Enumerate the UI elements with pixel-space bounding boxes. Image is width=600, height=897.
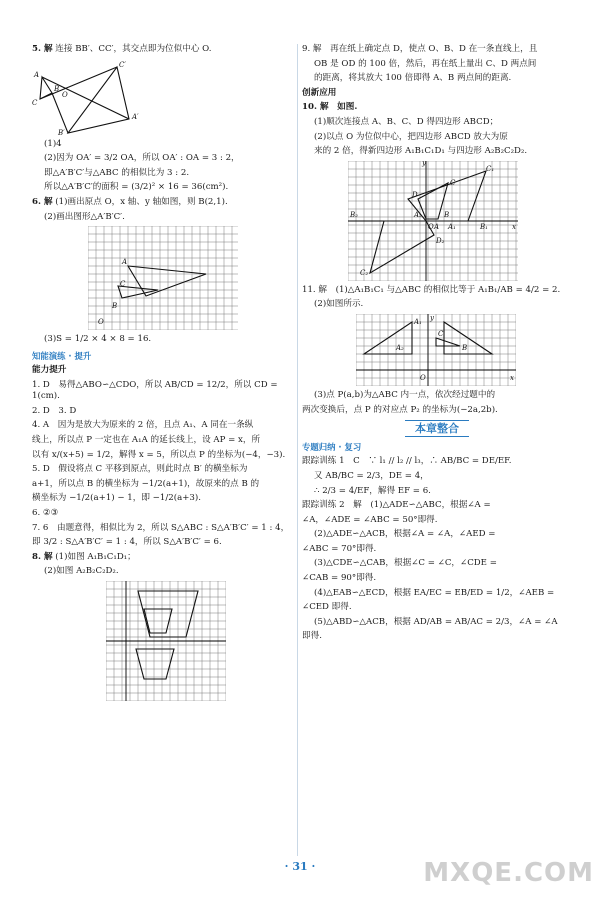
q10-label-b2: B₂ [350, 210, 358, 219]
q5-label-o: O [62, 90, 68, 99]
q6-part2: (2)画出图形△A′B′C′. [44, 211, 125, 222]
q10-part1: (1)顺次连接点 A、B、C、D 得四边形 ABCD； [314, 116, 499, 127]
t1-line2: 又 AB/BC = 2/3，DE = 4， [314, 470, 429, 481]
q5-title: 5. 解 [32, 44, 53, 54]
right-column [302, 44, 572, 646]
q6-part3: (3)S = 1/2 × 4 × 8 = 16. [44, 334, 152, 345]
a8-trapezoid-1 [138, 591, 198, 637]
answer-8-line1 [32, 552, 294, 564]
q6-label-o: O [98, 318, 104, 327]
answer-2-3: 2. D 3. D [32, 405, 77, 416]
q6-label-c: C [120, 280, 126, 289]
t2-line1: 跟踪训练 2 解 (1)△ADE∽△ABC，根据∠A = [302, 500, 491, 511]
chapter-title: 本章整合 [405, 420, 469, 437]
left-column [32, 44, 294, 705]
q9-line1: 9. 解 再在纸上确定点 D，使点 O、B、D 在一条直线上，且 [302, 44, 538, 54]
q11-part3: (3)点 P(a,b)为△ABC 内一点，依次经过题中的 [314, 389, 496, 400]
q5-figure [32, 59, 162, 135]
section-innovation: 创新应用 [302, 87, 337, 98]
t2-line8: ∠CED 即得. [302, 602, 352, 613]
a8-part1: (1)如图 A₁B₁C₁D₁； [55, 551, 136, 562]
q11-label-a1: A₁ [414, 317, 422, 326]
q10-part3: 来的 2 倍，得新四边形 A₁B₁C₁D₁ 与四边形 A₂B₂C₂D₂. [314, 146, 528, 157]
q5-label-c1: C′ [119, 60, 126, 69]
q6-triangle-big [128, 266, 206, 296]
q5-part2: (2)因为 OA′ = 3/2 OA，所以 OA′ : OA = 3 : 2， [44, 153, 240, 164]
answer-4-line3: 以有 x/(x+5) = 1/2，解得 x = 5，所以点 P 的坐标为(−4，−3). [32, 449, 286, 460]
q10-label-a1: A₁ [448, 222, 456, 231]
q5-triangle-a1b1c1 [68, 67, 129, 133]
q11-label-a2: A₂ [396, 343, 404, 352]
t1-line3: ∴ 2/3 = 4/EF，解得 EF = 6. [314, 485, 431, 496]
q11-label-x: x [510, 373, 514, 382]
q5-label-b: B [54, 84, 60, 93]
q11-label-o: O [420, 373, 426, 382]
q5-part1: (1)4 [44, 138, 62, 149]
q11-grid-figure [356, 314, 516, 386]
q5-label-b1: B′ [58, 128, 65, 135]
answer-4-line1: 4. A 因为是放大为原来的 2 倍，且点 A₁、A 同在一条纵 [32, 420, 254, 431]
t2-line9: (5)△ABD∽△ACB，根据 AD/AB = AB/AC = 2/3，∠A = ∠A [314, 616, 558, 627]
t2-line7: (4)△EAB∽△ECD，根据 EA/EC = EB/ED = 1/2，∠AEB = [314, 587, 555, 598]
t2-line10: 即得. [302, 631, 322, 642]
q10-label-y: y [422, 160, 426, 167]
section-heading-review: 专题归纳 · 复习 [302, 441, 362, 452]
q10-grid-figure [348, 161, 518, 281]
q9-line3: 的距离，将其放大 100 倍即得 A、B 两点间的距离. [314, 73, 512, 84]
q10-label-a: A [434, 222, 440, 231]
t1-line1: 跟踪训练 1 C ∵ l₁ // l₂ // l₃，∴ AB/BC = DE/EF. [302, 456, 512, 467]
q5-line-bb1 [52, 90, 68, 133]
q6-label-a: A [122, 258, 128, 267]
a8-title: 8. 解 [32, 551, 53, 562]
q9-line2: OB 是 OD 的 100 倍，然后，再在纸上量出 C、D 两点间 [314, 58, 537, 69]
q5-label-a: A [34, 70, 40, 79]
a8-part2: (2)如图 A₂B₂C₂D₂. [44, 566, 119, 577]
a8-trapezoid-2 [136, 649, 174, 679]
q10-label-b: B [444, 210, 450, 219]
answer-1: 1. D 易得△ABO∽△CDO，所以 AB/CD = 12/2，所以 CD = 1(cm). [32, 379, 278, 402]
q10-label-o: O [428, 222, 434, 231]
column-divider [297, 44, 298, 856]
q11-label-y: y [430, 313, 434, 322]
watermark: MXQE.COM [423, 857, 594, 888]
q10-label-a2: A₂ [414, 210, 422, 219]
q6-title: 6. 解 [32, 196, 53, 207]
q10-title: 10. 解 如图. [302, 102, 358, 113]
a8-grid-figure [106, 581, 226, 701]
q11-part2: (2)如图所示. [314, 299, 364, 310]
answer-4-line2: 线上，所以点 P 一定也在 A₁A 的延长线上，设 AP = x，所 [32, 435, 261, 446]
section-heading-practice: 知能演练 · 提升 [32, 350, 92, 361]
q6-part1: (1)画出原点 O，x 轴、y 轴如图，则 B(2,1). [55, 196, 228, 207]
q11-triangle-abc [436, 338, 460, 346]
t2-line6: ∠CAB = 90°即得. [302, 573, 377, 584]
q5-part3: 即△A′B′C′与△ABC 的相似比为 3 : 2. [44, 167, 190, 178]
t2-line5: (3)△CDE∽△CAB，根据∠C = ∠C，∠CDE = [314, 558, 497, 569]
q11-part1: 11. 解 (1)△A₁B₁C₁ 与△ABC 的相似比等于 A₁B₁/AB = 4/2 = 2. [302, 284, 561, 295]
q10-label-x: x [512, 222, 516, 231]
q5-line-aa1 [42, 77, 129, 119]
q10-label-d2: D₂ [436, 236, 445, 245]
q6-grid-figure [88, 226, 238, 330]
t2-line3: (2)△ADE∽△ACB，根据∠A = ∠A，∠AED = [314, 529, 496, 540]
q5-text: 连接 BB′、CC′，其交点即为位似中心 O. [55, 44, 212, 54]
subheading-ability: 能力提升 [32, 365, 67, 376]
q5-triangle-abc [40, 77, 52, 99]
q11-grid [356, 314, 516, 386]
q11-label-b: B [462, 343, 468, 352]
q11-part4: 两次变换后，点 P 的对应点 P₂ 的坐标为(−2a,2b). [302, 404, 498, 415]
q10-label-c1: C₁ [486, 164, 495, 173]
q5-line [32, 44, 294, 56]
answer-5-line3: 横坐标为 −1/2(a+1) − 1，即 −1/2(a+3). [32, 493, 201, 504]
q5-label-c: C [32, 98, 38, 107]
q6-grid [88, 226, 238, 330]
q5-label-a1: A′ [132, 112, 139, 121]
q10-part2: (2)以点 O 为位似中心，把四边形 ABCD 放大为原 [314, 131, 508, 142]
page-number: · 31 · [284, 860, 316, 873]
q10-label-b1: B₁ [480, 222, 488, 231]
answer-7-line2: 即 3/2 : S△A′B′C′ = 1 : 4，所以 S△A′B′C′ = 6. [32, 537, 222, 548]
q10-label-d: D [412, 190, 418, 199]
q5-part4: 所以△A′B′C′的面积 = (3/2)² × 16 = 36(cm²). [44, 182, 229, 193]
t2-line2: ∠A，∠ADE = ∠ABC = 50°即得. [302, 514, 438, 525]
q6-label-b: B [112, 302, 118, 311]
q10-label-c2: C₂ [360, 268, 369, 277]
answer-5-line1: 5. D 假设将点 C 平移到原点，则此时点 B′ 的横坐标为 [32, 464, 248, 475]
answer-6: 6. ②③ [32, 508, 59, 519]
answer-7-line1: 7. 6 由题意得，相似比为 2，所以 S△ABC : S△A′B′C′ = 1 : 4， [32, 522, 290, 533]
chapter-heading [302, 422, 572, 437]
t2-line4: ∠ABC = 70°即得. [302, 543, 377, 554]
answer-5-line2: a+1，所以点 B 的横坐标为 −1/2(a+1)，故原来的点 B 的 [32, 478, 260, 489]
q10-label-c: C [450, 178, 456, 187]
q6-line [32, 197, 294, 209]
q11-label-c: C [438, 329, 444, 338]
